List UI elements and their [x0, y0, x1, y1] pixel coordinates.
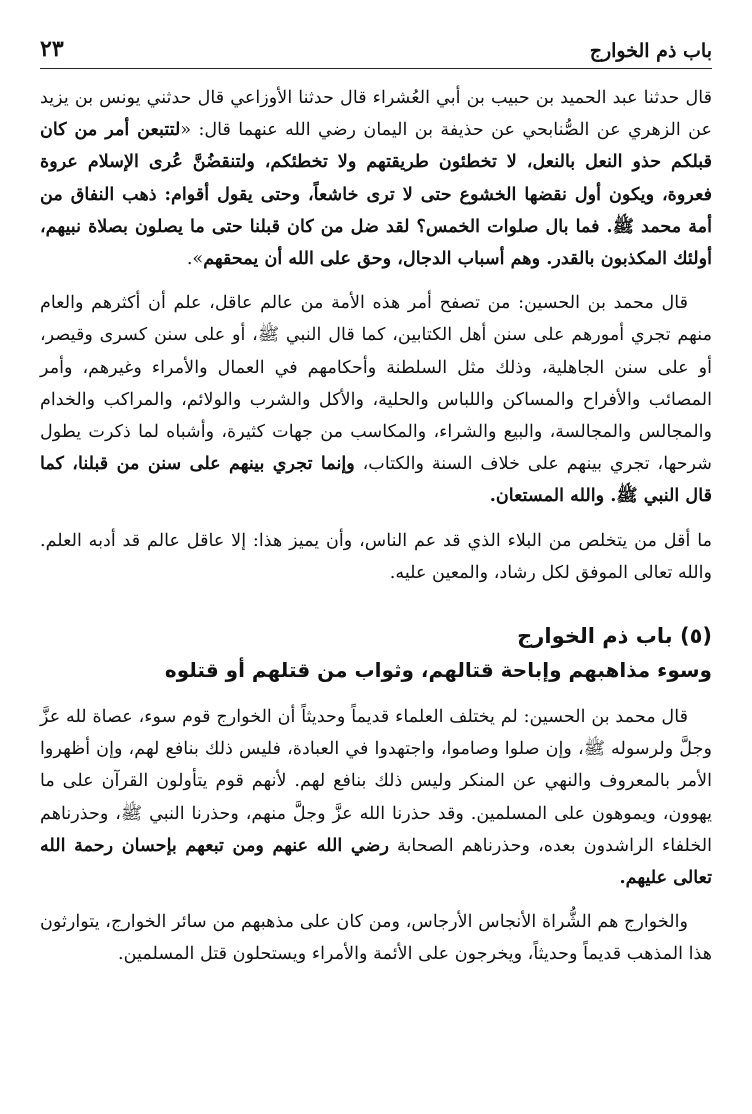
chapter-running-title: باب ذم الخوارج — [589, 40, 712, 62]
description-text: والخوارج هم الشُّراة الأنجاس الأرجاس، ومن كان على مذهبهم من سائر الخوارج، — [99, 912, 688, 933]
section-subtitle: وسوء مذاهبهم وإباحة قتالهم، وثواب من قتلهم أو قتلوه — [164, 658, 712, 683]
conclusion-paragraph — [40, 525, 712, 589]
definition-text: قال محمد بن الحسين: لم يختلف العلماء قديماً وحديثاً أن الخوارج قوم سوء، عصاة لله عزَّ وجلَّ ولرسوله ﷺ، وإن صلوا وصاموا، واجتهدوا في العبادة، فليس ذلك بنافع لهم، وإن أظهروا الأمر بالمعروف والنهي عن المنكر وليس ذلك بنافع لهم. لأنهم قوم يتأولون القرآن على ما يهوون، ويموهون على المسلمين. وقد حذرنا الله عزَّ وجلَّ منهم، وحذرنا النبي ﷺ، وحذرناهم الخلفاء الراشدون بعده، وحذرناهم الصحابة — [40, 707, 712, 856]
khawarij-description-paragraph — [40, 906, 712, 970]
description-end: . — [118, 944, 124, 965]
khawarij-definition-paragraph — [40, 701, 712, 894]
hadith-close: ». — [186, 249, 204, 270]
author-commentary-paragraph — [40, 287, 712, 512]
description-text-cont: يتوارثون هذا المذهب قديماً وحديثاً، ويخرجون على الأئمة والأمراء ويستحلون قتل المسلمين — [40, 912, 712, 965]
section-heading — [40, 619, 712, 687]
page-number: ٢٣ — [40, 36, 64, 62]
hadith-narration-paragraph — [40, 82, 712, 275]
definition-text-bold: رضي الله عنهم ومن تبعهم بإحسان رحمة الله تعالى عليهم. — [40, 834, 712, 889]
commentary-text-bold: وإنما تجري بينهم على سنن من قبلنا، كما قال النبي ﷺ. والله المستعان. — [40, 453, 712, 507]
hadith-text: لتتبعن أمر من كان قبلكم حذو النعل بالنعل، لا تخطئون طريقتهم ولا تخطئكم، ولتنقضُنَّ عُرى الإسلام عروة فعروة، ويكون أول نقضها الخشوع حتى لا ترى خاشعاً، وحتى يقول أقوام: ذهب النفاق من أمة محمد ﷺ. فما بال صلوات الخمس؟ لقد ضل من كان قبلنا حتى ما يصلون بصلاة نبيهم، أولئك المكذبون بالقدر. وهم أسباب الدجال، وحق على الله أن يمحقهم — [40, 119, 712, 270]
conclusion-text: ما أقل من يتخلص من البلاء الذي قد عم الناس، وأن يميز هذا: إلا عاقل عالم قد أدبه العلم. والله تعالى الموفق لكل رشاد، والمعين عليه. — [40, 530, 712, 583]
page-body — [40, 82, 712, 983]
commentary-text: قال محمد بن الحسين: من تصفح أمر هذه الأمة من عالم عاقل، علم أن أكثرهم والعام منهم تجري أمورهم على سنن أهل الكتابين، كما قال النبي ﷺ، أو على سنن كسرى وقيصر، أو على سنن الجاهلية، وذلك مثل السلطنة وأحكامهم في العمال والأمراء وغيرهم، وأمر المصائب والأفراح والمساكن واللباس والحلية، والأكل والشرب والولائم، والمراكب والخدام والمجالس والمجالسة، والبيع والشراء، والمكاسب من جهات كثيرة، وأشباه لما ذكرت يطول شرحها، تجري بينهم على خلاف السنة والكتاب، — [40, 293, 712, 475]
running-header — [40, 26, 712, 69]
isnad-text: قال حدثنا عبد الحميد بن حبيب بن أبي العُشراء قال حدثنا الأوزاعي قال حدثني يونس بن يزيد عن الزهري عن الصُّنابحي عن حذيفة بن اليمان رضي الله عنهما قال: « — [40, 88, 712, 141]
section-title: (٥) باب ذم الخوارج — [517, 624, 712, 649]
